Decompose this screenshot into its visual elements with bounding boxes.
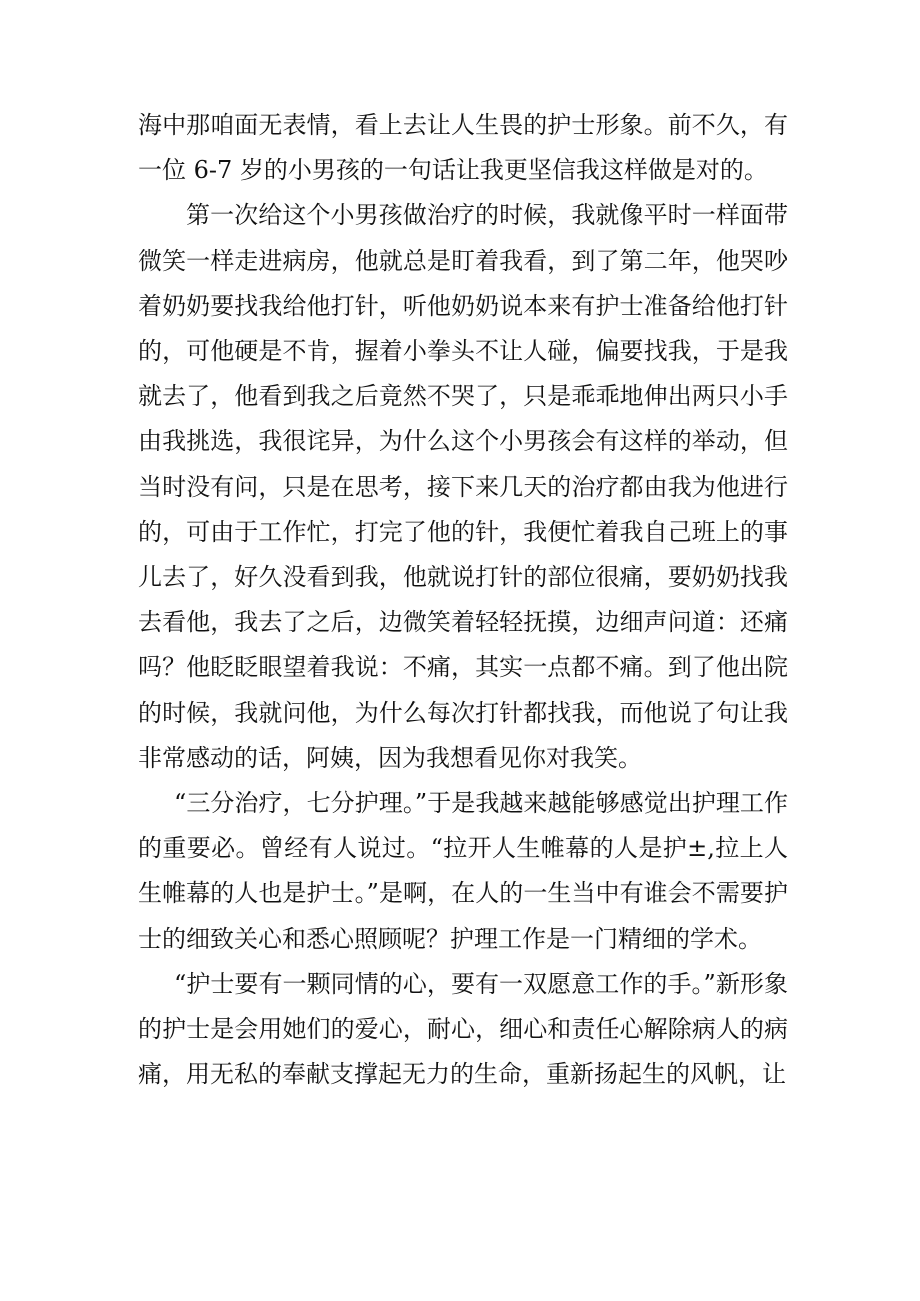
paragraph-4: “护士要有一颗同情的心，要有一双愿意工作的手。”新形象的护士是会用她们的爱心，耐心，细心和责任心解除病人的病痛，用无私的奉献支撑起无力的生命，重新扬起生的风帆，让 (138, 969, 788, 1089)
paragraph-2: 第一次给这个小男孩做治疗的时候，我就像平时一样面带微笑一样走进病房，他就总是盯着我看，到了第二年，他哭吵着奶奶要找我给他打针，听他奶奶说本来有护士准备给他打针的，可他硬是不肯，握着小拳头不让人碰，偏要找我，于是我就去了，他看到我之后竟然不哭了，只是乖乖地伸出两只小手由我挑选，我很诧异，为什么这个小男孩会有这样的举动，但当时没有问，只是在思考，接下来几天的治疗都由我为他进行的，可由于工作忙，打完了他的针，我便忙着我自己班上的事儿去了，好久没看到我，他就说打针的部位很痛，要奶奶找我去看他，我去了之后，边微笑着轻轻抚摸，边细声问道：还痛吗？他眨眨眼望着我说：不痛，其实一点都不痛。到了他出院的时候，我就问他，为什么每次打针都找我，而他说了句让我非常感动的话，阿姨，因为我想看见你对我笑。 (138, 201, 788, 772)
paragraph-3: “三分治疗，七分护理。”于是我越来越能够感觉出护理工作的重要必。曾经有人说过。“拉开人生帷幕的人是护±,拉上人生帷幕的人也是护士。”是啊，在人的一生当中有谁会不需要护士的细致关心和悉心照顾呢？护理工作是一门精细的学术。 (138, 789, 788, 953)
paragraph-1: 海中那咱面无表情，看上去让人生畏的护士形象。前不久，有一位 6-7 岁的小男孩的一句话让我更坚信我这样做是对的。 (138, 111, 788, 185)
body-text (138, 103, 788, 1097)
